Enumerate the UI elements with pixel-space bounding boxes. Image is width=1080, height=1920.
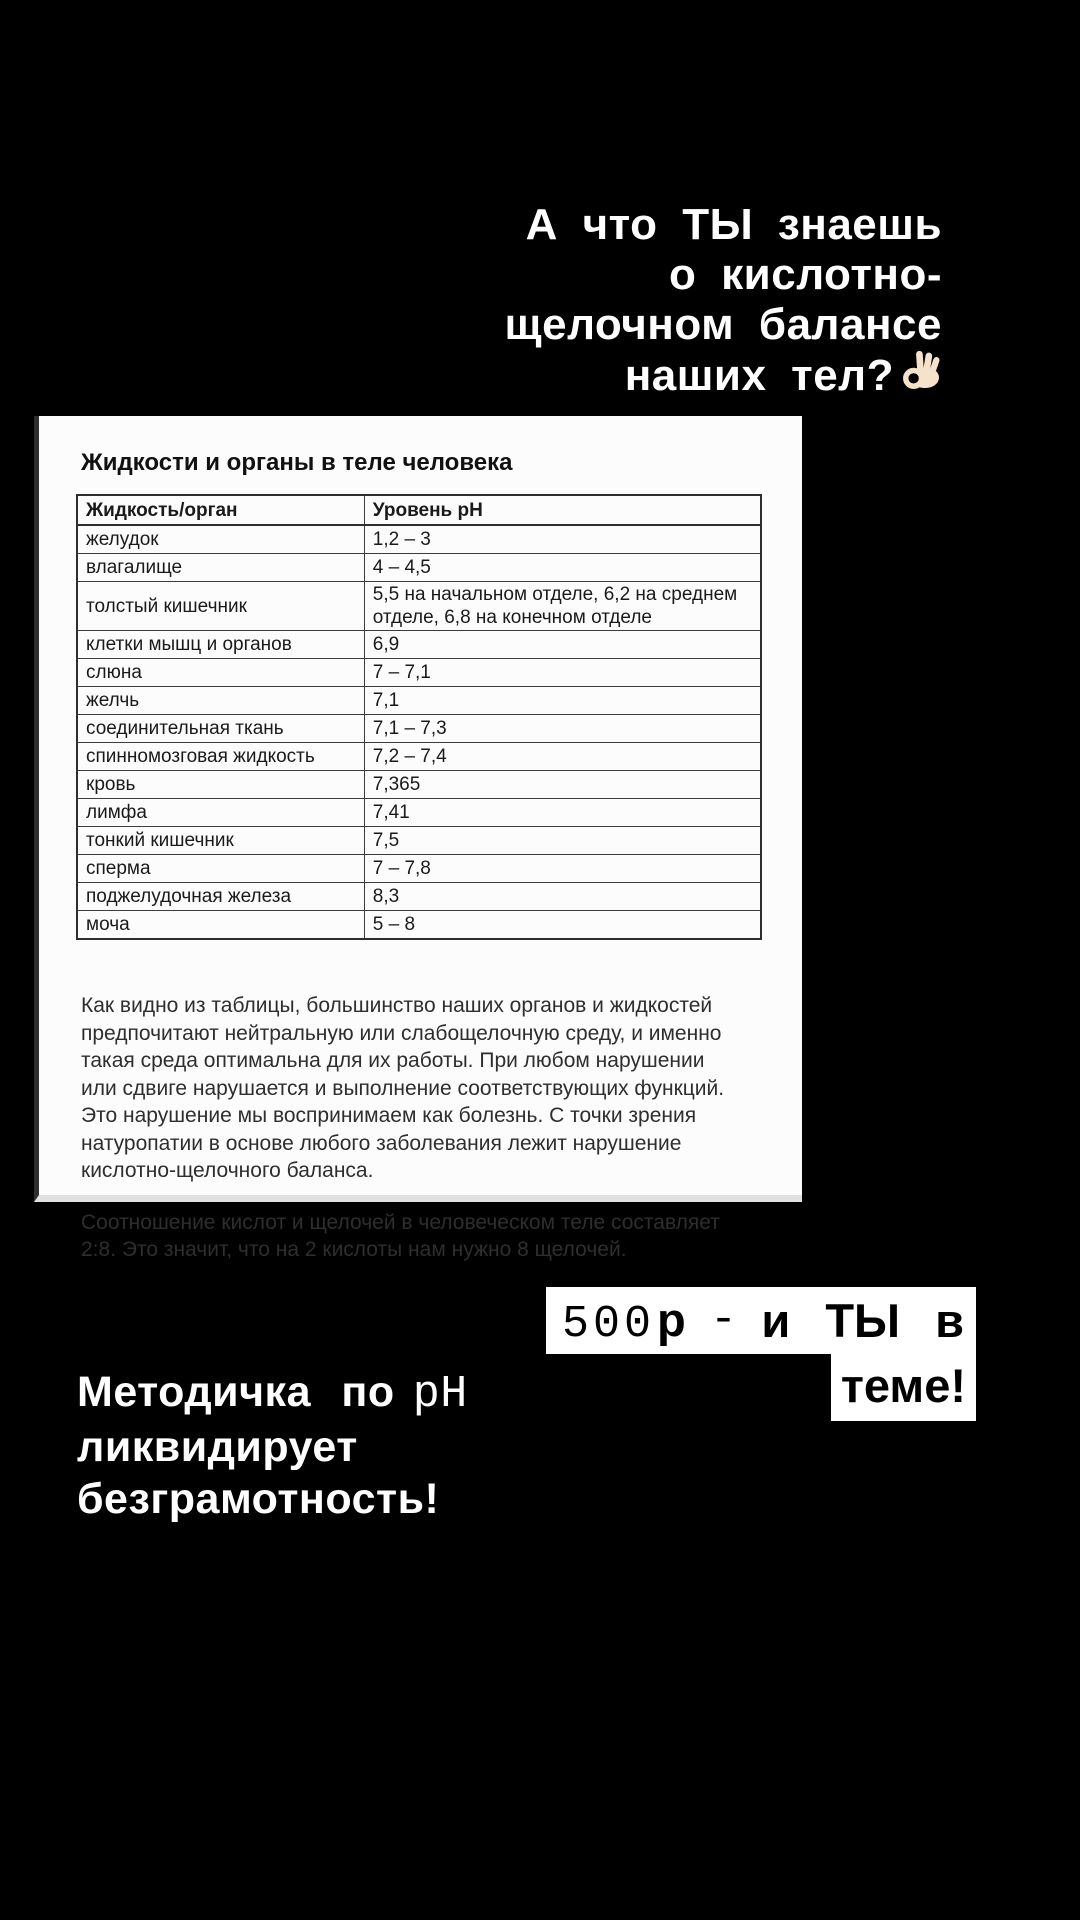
organ-cell: моча bbox=[77, 911, 364, 940]
table-row bbox=[77, 771, 761, 799]
ph-cell: 8,3 bbox=[364, 883, 761, 911]
headline-line: щелочном балансе bbox=[504, 300, 942, 349]
ph-cell: 7,2 – 7,4 bbox=[364, 743, 761, 771]
table-row bbox=[77, 525, 761, 554]
organ-cell: клетки мышц и органов bbox=[77, 631, 364, 659]
cta-line: Методичка по pH bbox=[77, 1368, 468, 1420]
price-tagline-2: теме! bbox=[831, 1354, 976, 1421]
price-value: 500р bbox=[562, 1292, 686, 1350]
document-panel bbox=[34, 416, 802, 1261]
ph-cell: 5 – 8 bbox=[364, 911, 761, 940]
table-row bbox=[77, 582, 761, 631]
organ-cell: тонкий кишечник bbox=[77, 827, 364, 855]
organ-cell: влагалище bbox=[77, 554, 364, 582]
table-row bbox=[77, 855, 761, 883]
organ-cell: кровь bbox=[77, 771, 364, 799]
cta-line: ликвидирует bbox=[77, 1423, 358, 1471]
cta-text bbox=[77, 1366, 468, 1525]
price-line bbox=[546, 1287, 976, 1354]
price-highlight bbox=[546, 1287, 976, 1421]
organ-cell: соединительная ткань bbox=[77, 715, 364, 743]
organ-cell: лимфа bbox=[77, 799, 364, 827]
headline-line: наших тел? bbox=[624, 350, 894, 400]
organ-cell: сперма bbox=[77, 855, 364, 883]
ph-cell: 7,1 bbox=[364, 687, 761, 715]
ok-hand-emoji-icon bbox=[902, 350, 942, 401]
dash: - bbox=[710, 1295, 738, 1346]
column-header-ph: Уровень pH bbox=[364, 495, 761, 525]
organ-cell: желудок bbox=[77, 525, 364, 554]
ph-cell: 6,9 bbox=[364, 631, 761, 659]
ph-cell: 7 – 7,1 bbox=[364, 659, 761, 687]
ph-cell: 7,41 bbox=[364, 799, 761, 827]
ph-cell: 4 – 4,5 bbox=[364, 554, 761, 582]
ph-cell: 7,5 bbox=[364, 827, 761, 855]
cta-line: безграмотность! bbox=[77, 1475, 440, 1523]
ph-cell: 5,5 на начальном отделе, 6,2 на среднем отделе, 6,8 на конечном отделе bbox=[364, 582, 761, 631]
table-row bbox=[77, 883, 761, 911]
ph-cell: 1,2 – 3 bbox=[364, 525, 761, 554]
ph-cell: 7,1 – 7,3 bbox=[364, 715, 761, 743]
organ-cell: поджелудочная железа bbox=[77, 883, 364, 911]
table-row bbox=[77, 631, 761, 659]
table-row bbox=[77, 715, 761, 743]
organ-cell: спинномозговая жидкость bbox=[77, 743, 364, 771]
headline-line: о кислотно- bbox=[669, 250, 942, 299]
table-row bbox=[77, 799, 761, 827]
organ-cell: слюна bbox=[77, 659, 364, 687]
price-tagline: и ТЫ в bbox=[761, 1294, 964, 1347]
headline bbox=[504, 200, 942, 401]
table-row bbox=[77, 743, 761, 771]
headline-line: А что ТЫ знаешь bbox=[525, 200, 942, 249]
table-row bbox=[77, 554, 761, 582]
table-row bbox=[77, 827, 761, 855]
table-row bbox=[77, 659, 761, 687]
table-row bbox=[77, 687, 761, 715]
ph-cell: 7,365 bbox=[364, 771, 761, 799]
document-paragraph: Как видно из таблицы, большинство наших органов и жидкостей предпочитают нейтральную или слабощелочную среду, и именно такая среда оптимальна для их работы. При любом нарушении или сдвиге нарушается и выполнение соответствующих функций. Это нарушение мы воспринимаем как болезнь. С точки зрения натуропатии в основе любого заболевания лежит нарушение кислотно-щелочного баланса. bbox=[81, 994, 725, 1182]
ph-cell: 7 – 7,8 bbox=[364, 855, 761, 883]
table-header-row bbox=[77, 495, 761, 525]
organ-cell: толстый кишечник bbox=[77, 582, 364, 631]
ph-label: pH bbox=[412, 1369, 468, 1420]
document-title: Жидкости и органы в теле человека bbox=[81, 449, 513, 476]
organ-cell: желчь bbox=[77, 687, 364, 715]
column-header-fluid: Жидкость/орган bbox=[77, 495, 364, 525]
ph-table bbox=[76, 494, 762, 940]
document-paragraph: Соотношение кислот и щелочей в человеческом теле составляет 2:8. Это значит, что на 2 кислоты нам нужно 8 щелочей. bbox=[81, 1210, 720, 1261]
table-row bbox=[77, 911, 761, 940]
